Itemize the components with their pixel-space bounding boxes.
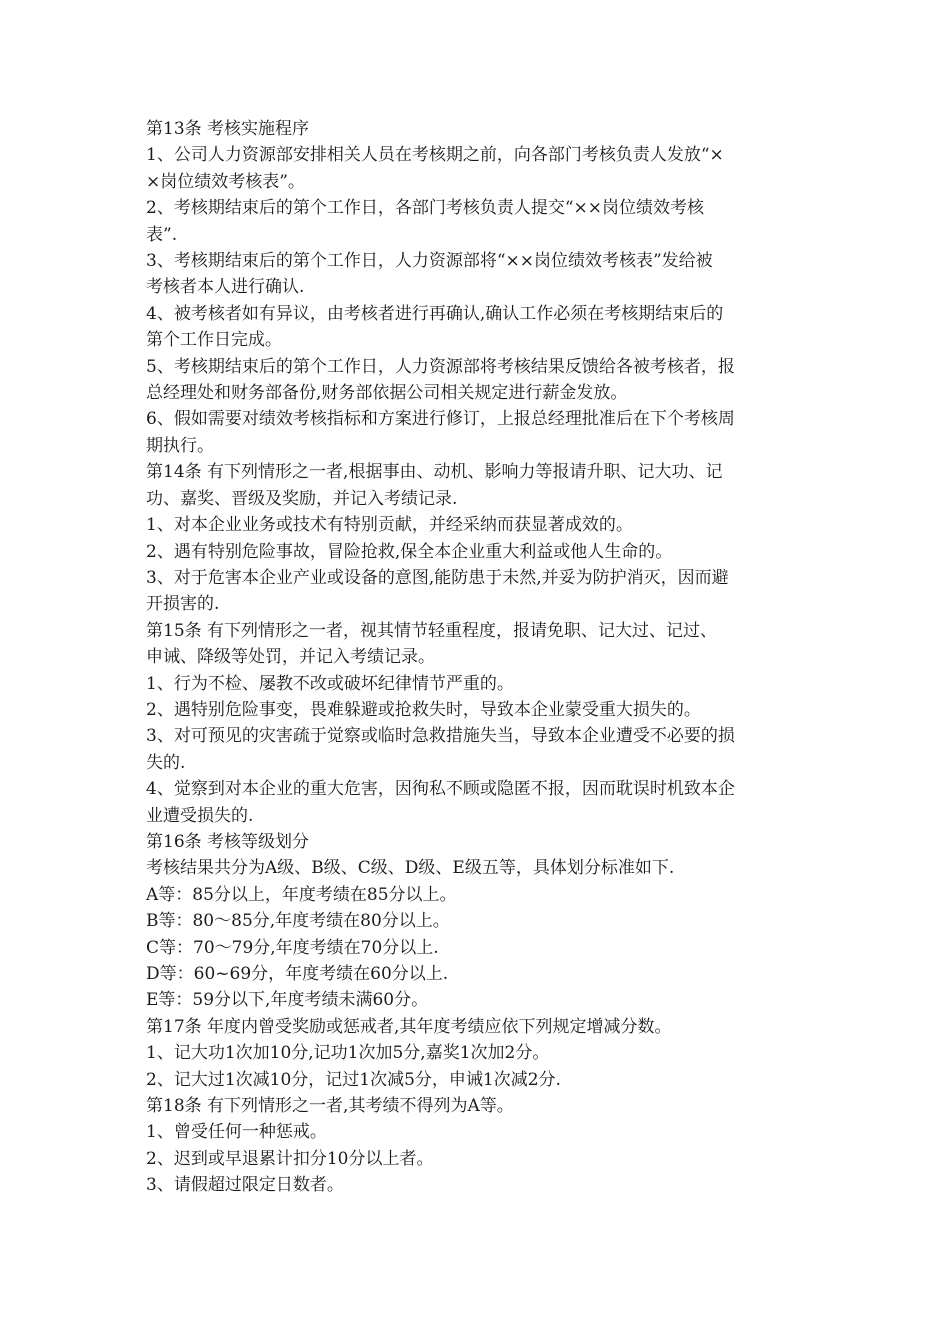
- text-line: 开损害的.: [146, 594, 220, 615]
- grade-c-line: C等：70～79分,年度考绩在70分以上.: [146, 937, 439, 958]
- text-line: 5、考核期结束后的第个工作日，人力资源部将考核结果反馈给各被考核者，报: [146, 356, 735, 377]
- grade-a-line: A等：85分以上，年度考绩在85分以上。: [146, 884, 457, 905]
- text-line: 2、遇有特别危险事故，冒险抢救,保全本企业重大利益或他人生命的。: [146, 541, 673, 562]
- article-17-heading: 第17条 年度内曾受奖励或惩戒者,其年度考绩应依下列规定增减分数。: [146, 1016, 672, 1037]
- text-line: 表”.: [146, 224, 178, 245]
- text-line: 4、觉察到对本企业的重大危害，因徇私不顾或隐匿不报，因而耽误时机致本企: [146, 779, 735, 800]
- text-line: 总经理处和财务部备份,财务部依据公司相关规定进行薪金发放。: [146, 383, 628, 404]
- document-body: [146, 116, 810, 1199]
- text-line: 1、曾受任何一种惩戒。: [146, 1122, 327, 1143]
- text-line: 申诫、降级等处罚，并记入考绩记录。: [146, 647, 435, 668]
- text-line: 2、记大过1次减10分，记过1次减5分，申诫1次减2分.: [146, 1069, 561, 1090]
- text-line: 功、嘉奖、晋级及奖励，并记入考绩记录.: [146, 488, 458, 509]
- text-line: 3、对可预见的灾害疏于觉察或临时急救措施失当，导致本企业遭受不必要的损: [146, 726, 735, 747]
- text-line: ×岗位绩效考核表”。: [146, 171, 305, 192]
- text-line: 1、公司人力资源部安排相关人员在考核期之前，向各部门考核负责人发放“×: [146, 145, 724, 166]
- text-line: 业遭受损失的.: [146, 805, 254, 826]
- article-18-heading: 第18条 有下列情形之一者,其考绩不得列为A等。: [146, 1096, 514, 1117]
- article-14-heading: 第14条 有下列情形之一者,根据事由、动机、影响力等报请升职、记大功、记: [146, 462, 723, 483]
- text-line: 1、行为不检、屡教不改或破坏纪律情节严重的。: [146, 673, 514, 694]
- grade-d-line: D等：60~69分，年度考绩在60分以上.: [146, 964, 449, 984]
- text-line: 失的.: [146, 752, 186, 773]
- text-line: 3、请假超过限定日数者。: [146, 1175, 344, 1196]
- article-13-heading: 第13条 考核实施程序: [146, 119, 310, 139]
- text-line: 2、迟到或早退累计扣分10分以上者。: [146, 1148, 434, 1169]
- text-line: 1、对本企业业务或技术有特别贡献，并经采纳而获显著成效的。: [146, 515, 633, 536]
- grade-e-line: E等：59分以下,年度考绩未满60分。: [146, 990, 429, 1011]
- text-line: 考核结果共分为A级、B级、C级、D级、E级五等，具体划分标准如下.: [146, 858, 675, 879]
- article-16-heading: 第16条 考核等级划分: [146, 831, 310, 852]
- text-line: 2、遇特别危险事变，畏难躲避或抢救失时，导致本企业蒙受重大损失的。: [146, 699, 701, 720]
- grade-b-line: B等：80～85分,年度考绩在80分以上。: [146, 911, 450, 932]
- text-line: 考核者本人进行确认.: [146, 277, 305, 298]
- article-15-heading: 第15条 有下列情形之一者，视其情节轻重程度，报请免职、记大过、记过、: [146, 620, 718, 641]
- text-line: 3、考核期结束后的第个工作日，人力资源部将“××岗位绩效考核表”发给被: [146, 251, 713, 272]
- text-line: 期执行。: [146, 435, 214, 456]
- text-line: 4、被考核者如有异议，由考核者进行再确认,确认工作必须在考核期结束后的: [146, 303, 724, 324]
- text-line: 1、记大功1次加10分,记功1次加5分,嘉奖1次加2分。: [146, 1043, 550, 1064]
- text-line: 第个工作日完成。: [146, 330, 282, 351]
- text-line: 3、对于危害本企业产业或设备的意图,能防患于未然,并妥为防护消灭，因而避: [146, 567, 729, 588]
- text-line: 2、考核期结束后的第个工作日，各部门考核负责人提交“××岗位绩效考核: [146, 198, 704, 219]
- text-line: 6、假如需要对绩效考核指标和方案进行修订，上报总经理批准后在下个考核周: [146, 409, 735, 430]
